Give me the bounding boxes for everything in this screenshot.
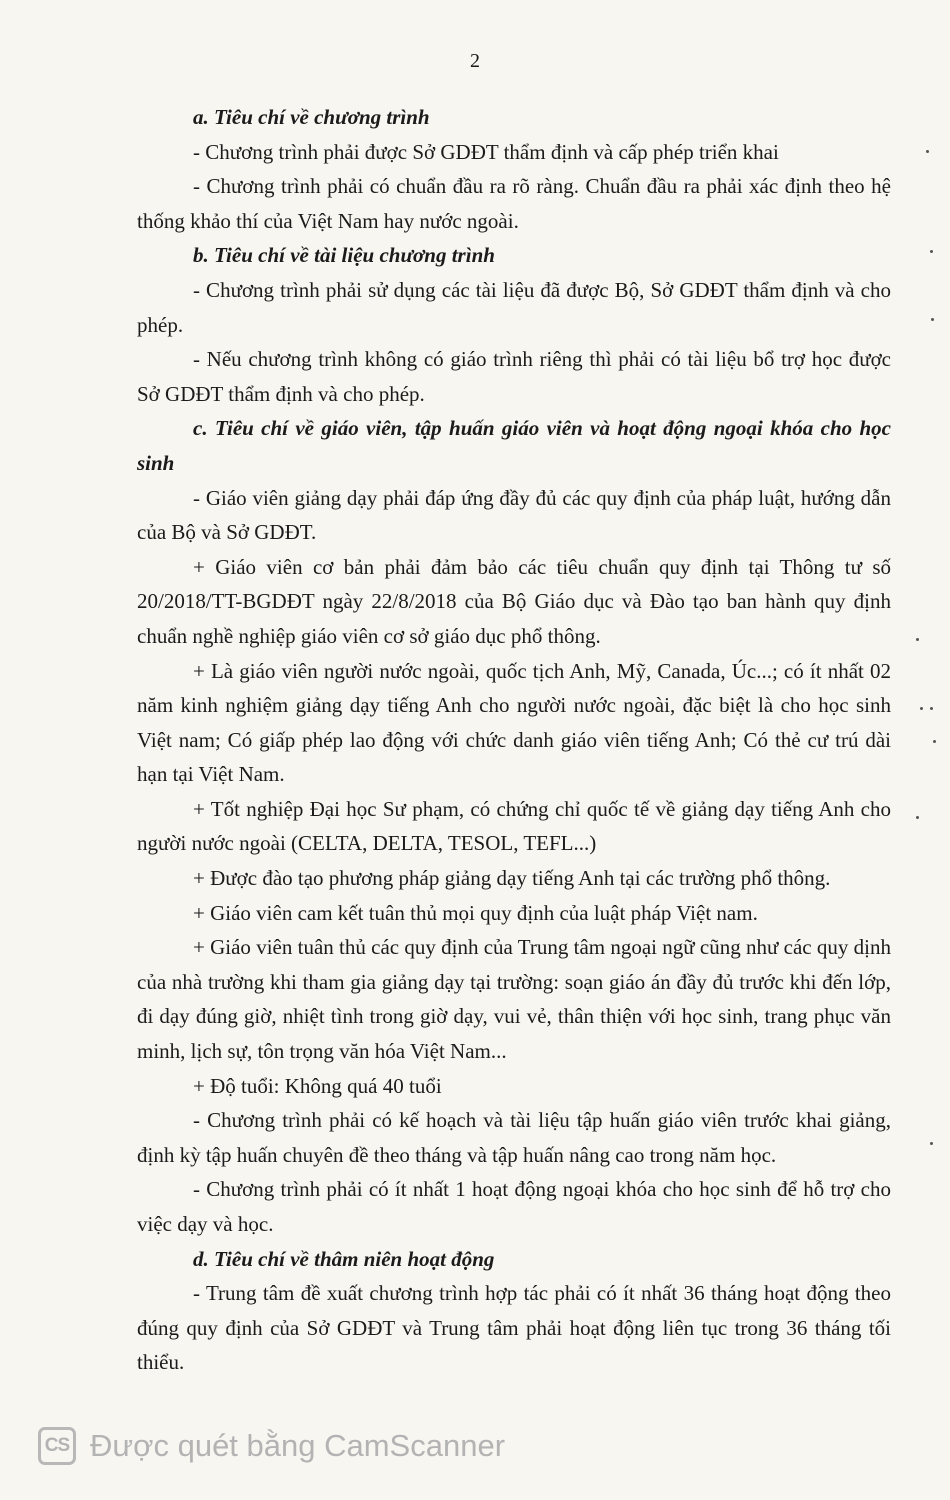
section-c-item: + Giáo viên tuân thủ các quy định của Trung tâm ngoại ngữ cũng như các quy dịnh của nhà trường khi tham gia giảng dạy tại trường: soạn giáo án đầy đủ trước khi đến lớp, đi dạy đúng giờ, nhiệt tình trong giờ dạy, vui vẻ, thân thiện với học sinh, trang phục văn minh, lịch sự, tôn trọng văn hóa Việt Nam...	[137, 935, 891, 1064]
section-b-item: - Nếu chương trình không có giáo trình riêng thì phải có tài liệu bổ trợ học được Sở GDĐT thẩm định và cho phép.	[137, 347, 891, 406]
section-c-item: + Là giáo viên người nước ngoài, quốc tịch Anh, Mỹ, Canada, Úc...; có ít nhất 02 năm kinh nghiệm giảng dạy tiếng Anh cho người nước ngoài, đặc biệt là cho học sinh Việt nam; Có giấp phép lao động với chức danh giáo viên tiếng Anh; Có thẻ cư trú dài hạn tại Việt Nam.	[137, 658, 891, 787]
section-b-heading: b. Tiêu chí về tài liệu chương trình	[193, 243, 495, 268]
document-body	[137, 100, 891, 1380]
scan-speck	[916, 638, 919, 641]
scan-speck	[930, 1142, 933, 1145]
section-a-item: - Chương trình phải được Sở GDĐT thẩm định và cấp phép triển khai	[193, 139, 779, 164]
page-number: 2	[470, 50, 480, 72]
scan-speck	[930, 707, 933, 710]
section-c-item: - Giáo viên giảng dạy phải đáp ứng đầy đủ các quy định của pháp luật, hướng dẫn của Bộ và Sở GDĐT.	[137, 485, 891, 545]
scan-speck	[933, 740, 936, 743]
scan-speck	[930, 250, 933, 253]
section-b-item: - Chương trình phải sử dụng các tài liệu đã được Bộ, Sở GDĐT thẩm định và cho phép.	[137, 277, 891, 337]
section-c-item: + Giáo viên cam kết tuân thủ mọi quy định của luật pháp Việt nam.	[193, 900, 758, 925]
section-a-item: - Chương trình phải có chuẩn đầu ra rõ ràng. Chuẩn đầu ra phải xác định theo hệ thống khảo thí của Việt Nam hay nước ngoài.	[137, 174, 891, 233]
section-c-heading: c. Tiêu chí về giáo viên, tập huấn giáo viên và hoạt động ngoại khóa cho học sinh	[137, 416, 891, 475]
scan-speck	[916, 816, 919, 819]
section-d-item: - Trung tâm đề xuất chương trình hợp tác phải có ít nhất 36 tháng hoạt động theo đúng quy định của Sở GDĐT và Trung tâm phải hoạt động liên tục trong 36 tháng tối thiểu.	[137, 1281, 891, 1375]
section-c-item: + Giáo viên cơ bản phải đảm bảo các tiêu chuẩn quy định tại Thông tư số 20/2018/TT-BGDĐT ngày 22/8/2018 của Bộ Giáo dục và Đào tạo ban hành quy định chuẩn nghề nghiệp giáo viên cơ sở giáo dục phổ thông.	[137, 554, 891, 648]
section-c-item: + Được đào tạo phương pháp giảng dạy tiếng Anh tại các trường phổ thông.	[193, 866, 831, 891]
camscanner-logo-icon: CS	[38, 1427, 76, 1465]
section-c-item: - Chương trình phải có kế hoạch và tài liệu tập huấn giáo viên trước khai giảng, định kỳ tập huấn chuyên đề theo tháng và tập huấn nâng cao trong năm học.	[137, 1108, 891, 1167]
section-a-heading: a. Tiêu chí về chương trình	[193, 105, 430, 129]
scan-speck	[920, 707, 923, 710]
scan-speck	[926, 150, 929, 153]
section-c-item: - Chương trình phải có ít nhất 1 hoạt động ngoại khóa cho học sinh để hỗ trợ cho việc dạy và học.	[137, 1177, 891, 1236]
watermark-text: Được quét bằng CamScanner	[90, 1428, 506, 1463]
section-c-item: + Độ tuổi: Không quá 40 tuổi	[193, 1073, 442, 1098]
scan-speck	[931, 318, 934, 321]
section-c-item: + Tốt nghiệp Đại học Sư phạm, có chứng chỉ quốc tế về giảng dạy tiếng Anh cho người nước ngoài (CELTA, DELTA, TESOL, TEFL...)	[137, 796, 891, 856]
camscanner-watermark	[38, 1424, 505, 1468]
section-d-heading: d. Tiêu chí về thâm niên hoạt động	[193, 1246, 495, 1271]
